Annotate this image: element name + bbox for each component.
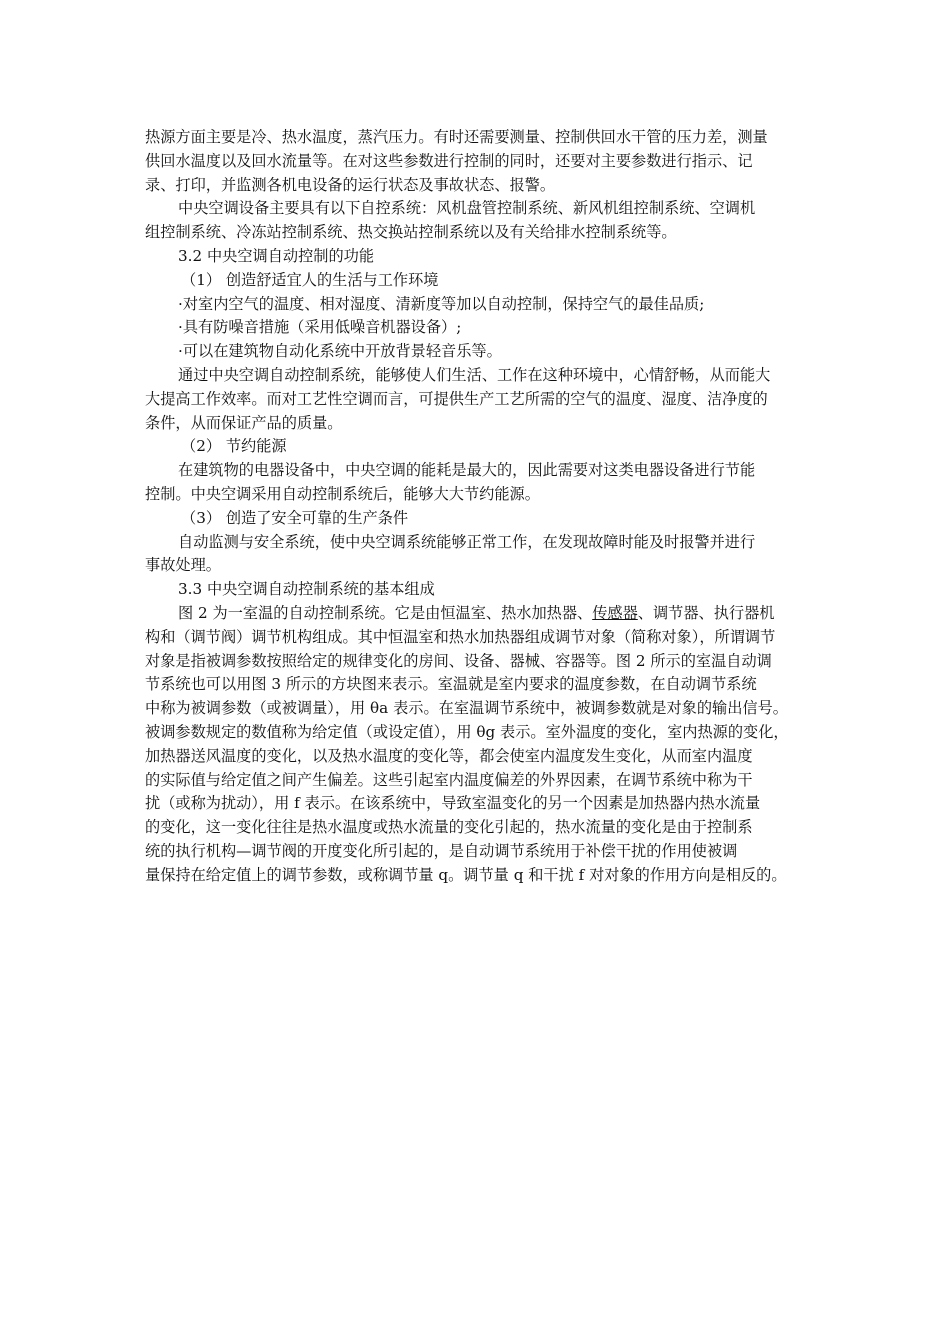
- document-body: [145, 126, 815, 888]
- subheading-3: （3） 创造了安全可靠的生产条件: [181, 508, 409, 527]
- paragraph-start-line: 自动监测与安全系统，使中央空调系统能够正常工作，在发现故障时能及时报警并进行: [178, 532, 756, 551]
- text-line: 中称为被调参数（或被调量），用 θa 表示。在室温调节系统中，被调参数就是对象的输出信号。: [145, 699, 788, 718]
- text-line: 节系统也可以用图 3 所示的方块图来表示。室温就是室内要求的温度参数，在自动调节系统: [145, 675, 757, 694]
- bullet-item: ·对室内空气的温度、相对湿度、清新度等加以自动控制，保持空气的最佳品质;: [178, 294, 705, 313]
- text-line: 条件，从而保证产品的质量。: [145, 413, 343, 432]
- text-line: 构和（调节阀）调节机构组成。其中恒温室和热水加热器组成调节对象（简称对象），所谓调节: [145, 627, 776, 646]
- paragraph-start-line: 在建筑物的电器设备中，中央空调的能耗是最大的，因此需要对这类电器设备进行节能: [178, 461, 756, 480]
- text-line: 的实际值与给定值之间产生偏差。这些引起室内温度偏差的外界因素，在调节系统中称为干: [145, 770, 753, 789]
- text-line: 统的执行机构—调节阀的开度变化所引起的，是自动调节系统用于补偿干扰的作用使被调: [145, 841, 738, 860]
- text-line: 热源方面主要是冷、热水温度，蒸汽压力。有时还需要测量、控制供回水干管的压力差，测量: [145, 128, 768, 146]
- text-line: 加热器送风温度的变化，以及热水温度的变化等，都会使室内温度发生变化，从而室内温度: [145, 746, 753, 765]
- text-line: 组控制系统、冷冻站控制系统、热交换站控制系统以及有关给排水控制系统等。: [145, 223, 677, 242]
- sensor-link[interactable]: 传感器: [592, 603, 638, 622]
- text-line: 大提高工作效率。而对工艺性空调而言，可提供生产工艺所需的空气的温度、湿度、洁净度的: [145, 389, 768, 408]
- paragraph-start-line: 中央空调设备主要具有以下自控系统：风机盘管控制系统、新风机组控制系统、空调机: [178, 199, 756, 218]
- text-line: 录、打印，并监测各机电设备的运行状态及事故状态、报警。: [145, 175, 556, 194]
- subheading-1: （1） 创造舒适宜人的生活与工作环境: [181, 270, 439, 289]
- text-segment: 、调节器、执行器机: [637, 603, 775, 622]
- bullet-item: ·具有防噪音措施（采用低噪音机器设备）;: [178, 318, 462, 337]
- subheading-2: （2） 节约能源: [181, 437, 287, 456]
- text-line: 扰（或称为扰动），用 f 表示。在该系统中，导致室温变化的另一个因素是加热器内热水流量: [145, 794, 761, 813]
- text-line: 控制。中央空调采用自动控制系统后，能够大大节约能源。: [145, 484, 540, 503]
- text-line: 事故处理。: [145, 556, 221, 575]
- text-line: 量保持在给定值上的调节参数，或称调节量 q。调节量 q 和干扰 f 对对象的作用方向是相反的。: [145, 865, 787, 884]
- section-heading-3-2: 3.2 中央空调自动控制的功能: [178, 246, 375, 265]
- paragraph-start-line: 通过中央空调自动控制系统，能够使人们生活、工作在这种环境中，心情舒畅，从而能大: [178, 365, 771, 384]
- text-line: 供回水温度以及回水流量等。在对这些参数进行控制的同时，还要对主要参数进行指示、记: [145, 151, 753, 170]
- section-heading-3-3: 3.3 中央空调自动控制系统的基本组成: [178, 580, 435, 599]
- text-segment: 图 2 为一室温的自动控制系统。它是由恒温室、热水加热器、: [178, 603, 593, 622]
- text-line: 的变化，这一变化往往是热水温度或热水流量的变化引起的，热水流量的变化是由于控制系: [145, 818, 753, 837]
- text-line: 被调参数规定的数值称为给定值（或设定值），用 θg 表示。室外温度的变化，室内热源的变化，: [145, 722, 789, 741]
- bullet-item: ·可以在建筑物自动化系统中开放背景轻音乐等。: [178, 342, 502, 361]
- text-line: 对象是指被调参数按照给定的规律变化的房间、设备、器械、容器等。图 2 所示的室温自动调: [145, 651, 772, 670]
- paragraph-start-line: [145, 602, 815, 626]
